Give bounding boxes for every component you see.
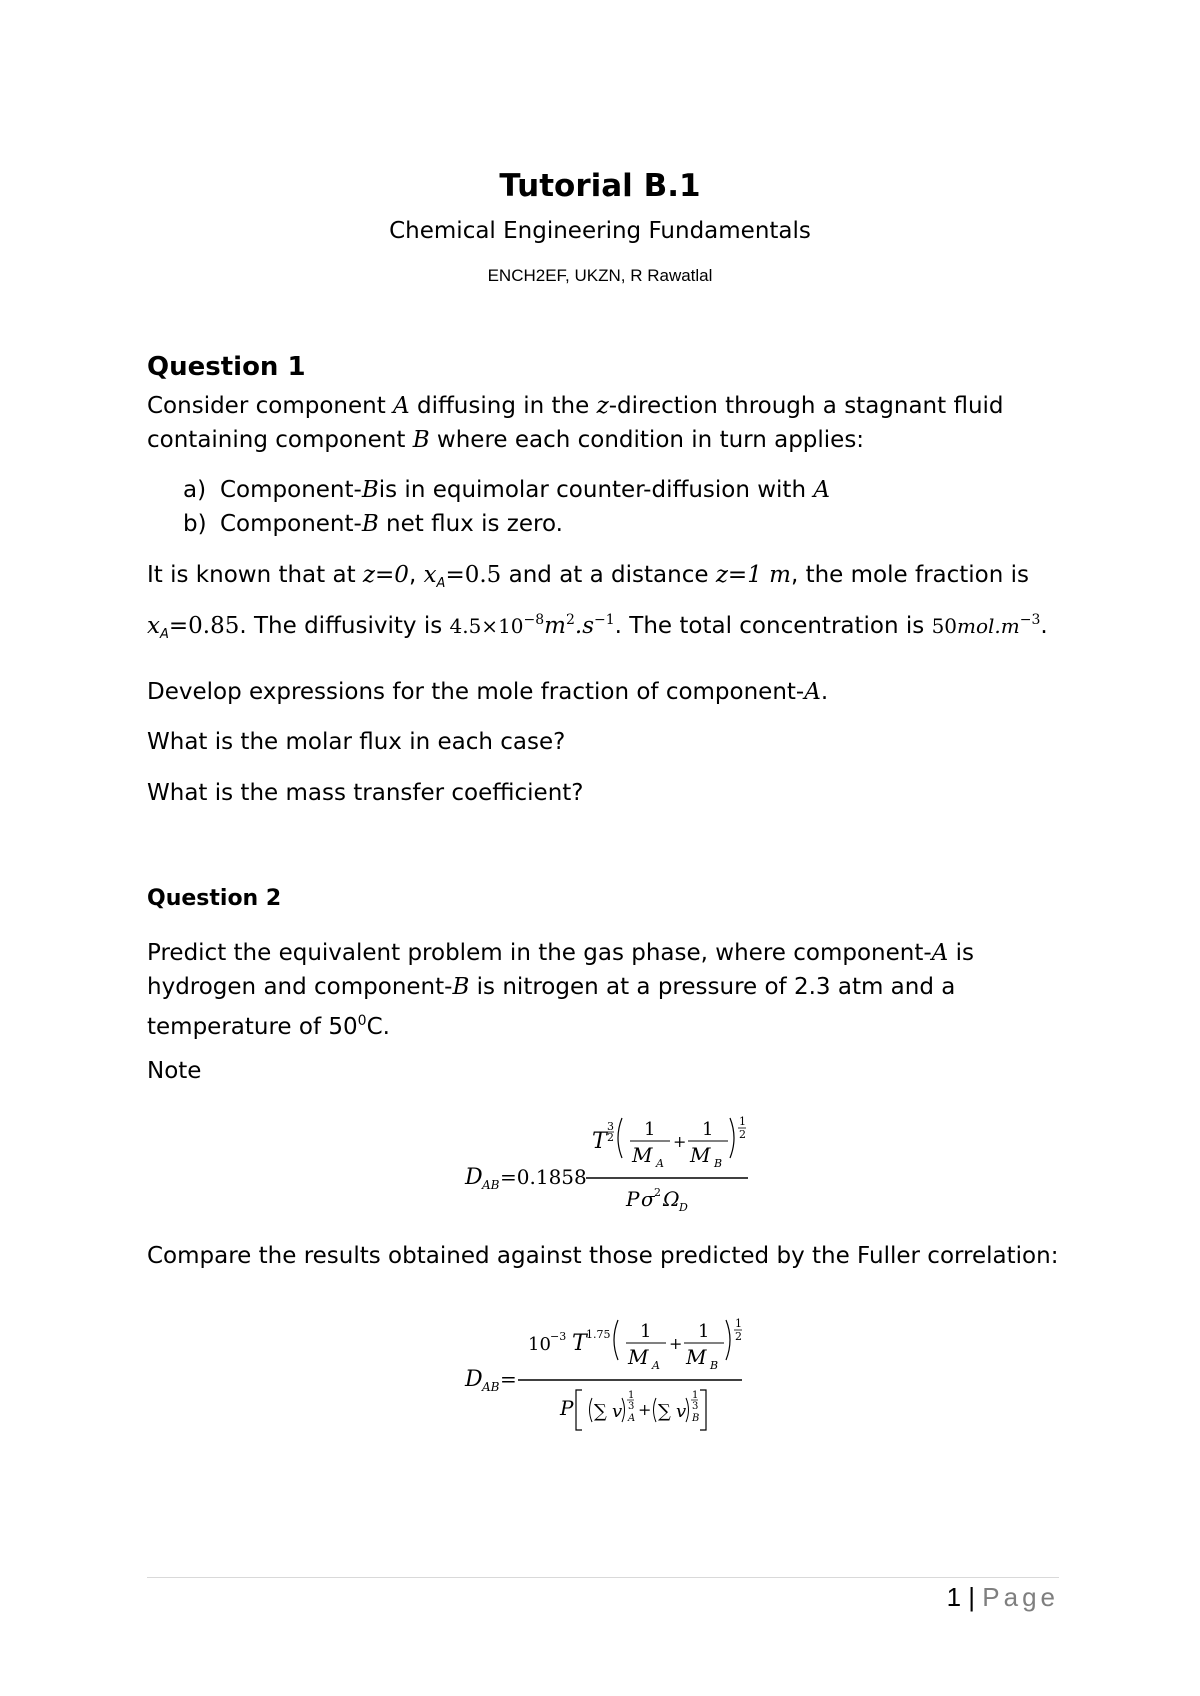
svg-text:1: 1	[739, 1115, 746, 1128]
svg-text:M: M	[686, 1345, 707, 1369]
svg-text:Ω: Ω	[663, 1187, 680, 1211]
svg-text:A: A	[656, 1157, 664, 1170]
svg-text:B: B	[710, 1359, 719, 1372]
fuller-correlation-equation	[460, 1310, 760, 1444]
task-mass-transfer-coefficient: What is the mass transfer coefficient?	[147, 780, 584, 806]
svg-text:+: +	[669, 1334, 683, 1353]
svg-text:2: 2	[654, 1186, 661, 1199]
svg-text:σ: σ	[641, 1187, 655, 1211]
svg-text:1: 1	[735, 1317, 742, 1330]
svg-text:D: D	[465, 1165, 483, 1190]
svg-text:B: B	[692, 1413, 700, 1424]
svg-text:∑: ∑	[594, 1401, 607, 1422]
svg-text:AB: AB	[482, 1380, 500, 1394]
svg-text:10: 10	[528, 1334, 551, 1355]
condition-item-b: b) Component-B net flux is zero.	[183, 511, 563, 537]
page-label: Page	[982, 1582, 1059, 1612]
svg-text:M: M	[690, 1143, 711, 1167]
svg-text:A: A	[628, 1413, 636, 1424]
task-mole-fraction: Develop expressions for the mole fraction of component-A.	[147, 679, 829, 705]
svg-text:P: P	[626, 1187, 640, 1211]
document-title: Tutorial B.1	[499, 168, 701, 204]
svg-text:=0.1858: =0.1858	[500, 1165, 587, 1189]
svg-text:1: 1	[628, 1390, 635, 1401]
svg-text:−3: −3	[550, 1330, 567, 1343]
page-number: 1	[946, 1582, 962, 1612]
svg-text:1: 1	[698, 1321, 710, 1342]
svg-text:M: M	[632, 1143, 653, 1167]
svg-text:=: =	[500, 1367, 517, 1391]
question-1-intro: Consider component A diffusing in the z-direction through a stagnant fluid containing component B where each condition in turn applies:	[147, 393, 1004, 453]
svg-text:M: M	[628, 1345, 649, 1369]
svg-text:D: D	[465, 1367, 483, 1392]
svg-text:A: A	[652, 1359, 660, 1372]
question-2-text: Predict the equivalent problem in the gas phase, where component-A is hydrogen and component-B is nitrogen at a pressure of 2.3 atm and a temperature of $50^0C$.	[147, 940, 974, 1040]
svg-text:1: 1	[692, 1390, 699, 1401]
diffusivity-equation	[460, 1108, 760, 1222]
question-1-known-conditions: It is known that at z=0, $x_A=0.5$ and at a distance z=1 m, the mole fraction is $x_A=0.85$. The diffusivity is $4.5\times 10^{-8}m^2.s^{-1}$. The total concentration is $50mol.m^{-3}$.	[147, 562, 1048, 642]
page-footer: 1 | Page	[946, 1582, 1059, 1612]
svg-text:3: 3	[692, 1401, 699, 1412]
svg-text:3: 3	[607, 1120, 614, 1133]
svg-text:v: v	[676, 1401, 687, 1422]
svg-text:v: v	[612, 1401, 623, 1422]
svg-text:T: T	[592, 1129, 607, 1154]
svg-text:2: 2	[607, 1131, 614, 1144]
svg-text:D: D	[679, 1201, 688, 1214]
svg-text:T: T	[572, 1331, 587, 1356]
svg-text:2: 2	[735, 1330, 742, 1343]
footer-divider	[147, 1577, 1059, 1578]
svg-text:+: +	[673, 1132, 687, 1151]
question-2-heading: Question 2	[147, 886, 282, 911]
svg-text:AB: AB	[482, 1178, 500, 1192]
svg-text:3: 3	[628, 1401, 635, 1412]
document-subtitle: Chemical Engineering Fundamentals	[389, 218, 811, 244]
svg-text:1: 1	[644, 1119, 656, 1140]
svg-text:1: 1	[702, 1119, 714, 1140]
svg-text:1.75: 1.75	[586, 1328, 611, 1341]
note-label: Note	[147, 1058, 202, 1084]
compare-text: Compare the results obtained against those predicted by the Fuller correlation:	[147, 1243, 1059, 1269]
svg-text:P: P	[560, 1396, 574, 1420]
task-molar-flux: What is the molar flux in each case?	[147, 729, 566, 755]
svg-text:∑: ∑	[658, 1401, 671, 1422]
course-info: ENCH2EF, UKZN, R Rawatlal	[487, 266, 713, 285]
svg-text:B: B	[714, 1157, 723, 1170]
svg-text:1: 1	[640, 1321, 652, 1342]
condition-item-a: a) Component-Bis in equimolar counter-diffusion with A	[183, 477, 830, 503]
svg-text:2: 2	[739, 1128, 746, 1141]
svg-text:+: +	[638, 1400, 652, 1419]
question-1-heading: Question 1	[147, 352, 306, 382]
